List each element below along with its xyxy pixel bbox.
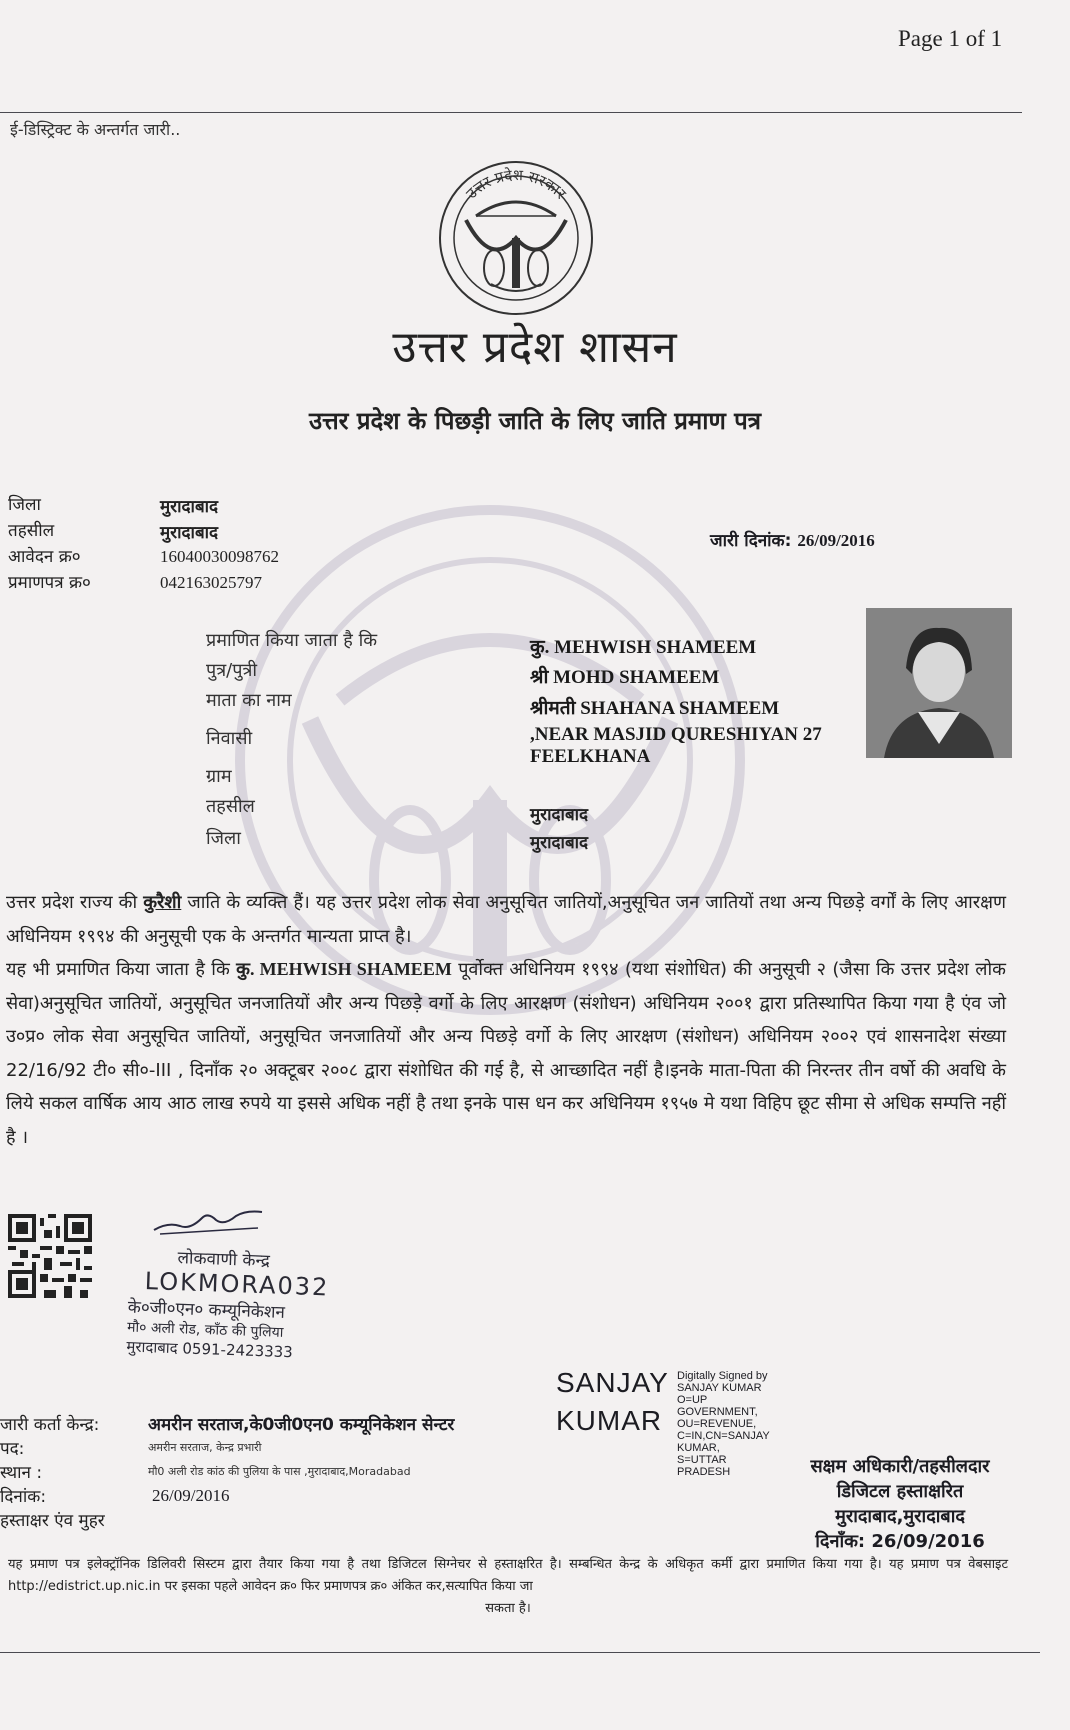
applicant-name: कु. MEHWISH SHAMEEM: [530, 637, 757, 658]
handwritten-signature-icon: [150, 1200, 270, 1238]
place-label: स्थान :: [0, 1463, 43, 1483]
certificate-title: उत्तर प्रदेश के पिछड़ी जाति के लिए जाति प्रमाण पत्र: [308, 407, 762, 435]
svg-text:उत्तर प्रदेश सरकार: उत्तर प्रदेश सरकार: [462, 165, 570, 203]
address-line2: FEELKHANA: [530, 746, 651, 767]
tehsil-label: तहसील: [8, 521, 55, 541]
address-line1: ,NEAR MASJID QURESHIYAN 27: [530, 724, 822, 745]
applicant-photo: [866, 608, 1012, 758]
district-value: मुरादाबाद: [160, 497, 219, 517]
digital-signer-name: SANJAY KUMAR: [556, 1367, 669, 1436]
government-title: उत्तर प्रदेश शासन: [392, 322, 678, 373]
father-name: श्री MOHD SHAMEEM: [530, 667, 720, 688]
digital-signature-details: Digitally Signed by SANJAY KUMAR O=UP GOVERNMENT, OU=REVENUE, C=IN,CN=SANJAY KUMAR, S=UTTAR PRADESH: [677, 1370, 770, 1478]
person-tehsil-label: तहसील: [206, 796, 255, 817]
person-tehsil-value: मुरादाबाद: [530, 805, 589, 825]
person-district-label: जिला: [206, 828, 241, 849]
authority-block: सक्षम अधिकारी/तहसीलदार डिजिटल हस्ताक्षरित मुरादाबाद,मुरादाबाद दिनाँक: 26/09/2016: [810, 1456, 990, 1552]
district-label: जिला: [8, 495, 41, 515]
certified-label: प्रमाणित किया जाता है कि: [206, 630, 378, 651]
issue-date-label: जारी दिनांक:: [710, 531, 792, 551]
issuer-centre-label: जारी कर्ता केन्द्र:: [0, 1415, 100, 1435]
bottom-rule: [0, 1652, 1040, 1653]
qr-code-icon: [8, 1212, 92, 1300]
page-number: Page 1 of 1: [898, 26, 1003, 51]
sign-seal-label: हस्ताक्षर एंव मुहर: [0, 1511, 105, 1531]
lokvani-stamp: लोकवाणी केन्द्र LOKMORA032 के०जी०एन० कम्यूनिकेशन मौ० अली रोड, काँठ की पुलिया मुरादाबाद 0591-2423333: [126, 1248, 330, 1362]
resident-label: निवासी: [206, 728, 253, 749]
issue-date-value: 26/09/2016: [797, 531, 875, 550]
post-label: पद:: [0, 1439, 25, 1459]
application-label: आवेदन क्र०: [8, 547, 81, 567]
caste-name: कुरैशी: [143, 892, 182, 913]
emblem-text: [436, 158, 596, 318]
issue-date: [710, 528, 875, 551]
certificate-number: 042163025797: [160, 573, 262, 592]
certificate-body: उत्तर प्रदेश राज्य की कुरैशी जाति के व्यक्ति हैं। यह उत्तर प्रदेश लोक सेवा अनुसूचित जातियों,अनुसूचित जन जातियों तथा अन्य पिछड़े वर्गों के लिए आरक्षण अधिनियम १९९४ की अनुसूची एक के अन्तर्गत मान्यता प्राप्त है। यह भी प्रमाणित किया जाता है कि कु. MEHWISH SHAMEEM पूर्वोक्त अधिनियम १९९४ (यथा संशोधित) की अनुसूची २ (जैसा कि उत्तर प्रदेश लोक सेवा)अनुसूचित जातियों, अनुसूचित जनजातियों और अन्य पिछड़े वर्गो के लिए आरक्षण (संशोधन) अधिनियम २००१ द्वारा प्रतिस्थापित किया गया है एंव जो उ०प्र० लोक सेवा अनुसूचित जातियों, अनुसूचित जनजातियों और अन्य पिछड़े वर्गो के लिए आरक्षण (संशोधन) अधिनियम २००२ एवं शासनादेश संख्या 22/16/92 टी० सी०-III , दिनाँक २० अक्टूबर २००८ द्वारा संशोधित की गई है, से आच्छादित नहीं है।इनके माता-पिता की निरन्तर तीन वर्षो की अवधि के लिये सकल वार्षिक आय आठ लाख रुपये या इससे अधिक नहीं है तथा इनके पास धन कर अधिनियम १९५७ मे यथा विहिप छूट सीमा से अधिक सम्पत्ति नहीं है ।: [6, 892, 1006, 1148]
edistrict-note: ई-डिस्ट्रिक्ट के अन्तर्गत जारी..: [10, 120, 181, 139]
person-district-value: मुरादाबाद: [530, 833, 589, 853]
tehsil-value: मुरादाबाद: [160, 523, 219, 543]
place-value: मौ0 अली रोड कांठ की पुलिया के पास ,मुरादाबाद,Moradabad: [148, 1465, 411, 1478]
post-value: अमरीन सरताज, केन्द्र प्रभारी: [148, 1441, 262, 1454]
application-number: 16040030098762: [160, 547, 279, 566]
child-of-label: पुत्र/पुत्री: [206, 660, 258, 681]
body-applicant-name: कु. MEHWISH SHAMEEM: [236, 959, 452, 979]
issuer-date-label: दिनांक:: [0, 1487, 47, 1507]
certificate-number-label: प्रमाणपत्र क्र०: [8, 573, 91, 593]
footer-note: यह प्रमाण पत्र इलेक्ट्रॉनिक डिलिवरी सिस्टम द्वारा तैयार किया गया है तथा डिजिटल सिग्नेचर से हस्ताक्षरित है। सम्बन्धित केन्द्र के अधिकृत कर्मी द्वारा प्रमाणित किया गया है। यह प्रमाण पत्र वेबसाइट http://edistrict.up.nic.in पर इसका पहले आवेदन क्र० फिर प्रमाणपत्र क्र० अंकित कर,सत्यापित किया जा सकता है।: [8, 1557, 1008, 1616]
village-label: ग्राम: [206, 766, 232, 787]
issuer-centre-value: अमरीन सरताज,के0जी0एन0 कम्यूनिकेशन सेन्टर: [148, 1415, 455, 1435]
mother-name: श्रीमती SHAHANA SHAMEEM: [530, 698, 780, 719]
top-rule: [0, 112, 1022, 113]
mother-label: माता का नाम: [206, 690, 292, 711]
issuer-date-value: 26/09/2016: [152, 1486, 230, 1505]
